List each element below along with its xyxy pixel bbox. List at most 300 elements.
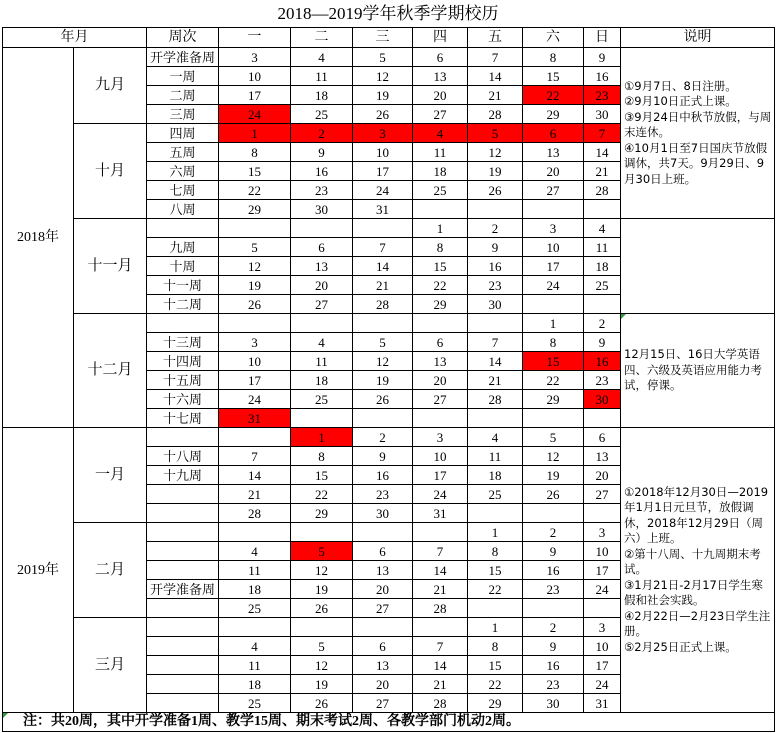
- header-year-month: 年月: [3, 28, 147, 48]
- day-cell: 18: [291, 86, 353, 105]
- day-cell: 2: [523, 523, 584, 542]
- day-cell: 31: [413, 504, 468, 523]
- year-cell: 2019年: [3, 428, 74, 713]
- day-cell: 21: [468, 86, 523, 105]
- day-cell: 25: [219, 599, 291, 618]
- day-cell: [219, 618, 291, 637]
- day-cell: 8: [523, 333, 584, 352]
- day-cell: 7: [353, 238, 413, 257]
- day-cell: 21: [219, 485, 291, 504]
- day-cell: [219, 523, 291, 542]
- day-cell: 8: [468, 637, 523, 656]
- day-cell: 8: [468, 542, 523, 561]
- day-cell: 29: [523, 105, 584, 124]
- day-cell: [468, 200, 523, 219]
- day-cell: 8: [523, 48, 584, 67]
- day-cell: 9: [468, 238, 523, 257]
- day-cell: 26: [219, 295, 291, 314]
- day-cell: 7: [468, 48, 523, 67]
- week-cell: [147, 523, 219, 542]
- day-cell: 18: [413, 162, 468, 181]
- day-cell: 26: [353, 105, 413, 124]
- day-cell: [413, 523, 468, 542]
- calendar-table: [2, 27, 775, 732]
- day-cell: 19: [291, 675, 353, 694]
- day-cell: 23: [468, 276, 523, 295]
- week-cell: [147, 675, 219, 694]
- day-cell: 15: [523, 352, 584, 371]
- day-cell: 25: [468, 485, 523, 504]
- day-cell: 12: [291, 561, 353, 580]
- day-cell: 3: [413, 428, 468, 447]
- week-cell: 十周: [147, 257, 219, 276]
- day-cell: 5: [523, 428, 584, 447]
- day-cell: 24: [219, 105, 291, 124]
- week-cell: [147, 599, 219, 618]
- week-cell: 十三周: [147, 333, 219, 352]
- notes-cell: [621, 219, 775, 314]
- notes-cell: [621, 428, 775, 713]
- day-cell: 11: [584, 238, 621, 257]
- week-cell: [147, 656, 219, 675]
- day-cell: 25: [413, 181, 468, 200]
- day-cell: 20: [523, 162, 584, 181]
- day-cell: [413, 409, 468, 428]
- day-cell: 21: [353, 276, 413, 295]
- day-cell: 24: [523, 276, 584, 295]
- day-cell: 3: [219, 333, 291, 352]
- day-cell: [219, 314, 291, 333]
- day-cell: 17: [584, 656, 621, 675]
- table-row: [3, 314, 775, 333]
- header-day: 三: [353, 28, 413, 48]
- week-cell: 十八周: [147, 447, 219, 466]
- day-cell: 5: [468, 124, 523, 143]
- day-cell: 16: [523, 561, 584, 580]
- day-cell: [523, 295, 584, 314]
- day-cell: 30: [584, 390, 621, 409]
- day-cell: [353, 409, 413, 428]
- week-cell: [147, 219, 219, 238]
- day-cell: 14: [353, 257, 413, 276]
- day-cell: 30: [584, 105, 621, 124]
- day-cell: 21: [584, 162, 621, 181]
- day-cell: 14: [413, 656, 468, 675]
- day-cell: 17: [523, 257, 584, 276]
- day-cell: 27: [413, 105, 468, 124]
- week-cell: 十六周: [147, 390, 219, 409]
- day-cell: 9: [353, 447, 413, 466]
- day-cell: 30: [353, 504, 413, 523]
- day-cell: 22: [468, 580, 523, 599]
- day-cell: 29: [219, 200, 291, 219]
- week-cell: 十五周: [147, 371, 219, 390]
- day-cell: 1: [523, 314, 584, 333]
- day-cell: 11: [219, 656, 291, 675]
- day-cell: 24: [584, 675, 621, 694]
- week-cell: 十一周: [147, 276, 219, 295]
- day-cell: 4: [219, 542, 291, 561]
- day-cell: 15: [291, 466, 353, 485]
- day-cell: 4: [291, 333, 353, 352]
- week-cell: [147, 504, 219, 523]
- day-cell: 11: [468, 447, 523, 466]
- day-cell: [291, 219, 353, 238]
- week-cell: 开学准备周: [147, 48, 219, 67]
- day-cell: 28: [468, 105, 523, 124]
- day-cell: 11: [291, 352, 353, 371]
- day-cell: 27: [353, 694, 413, 713]
- week-cell: 开学准备周: [147, 580, 219, 599]
- week-cell: 三周: [147, 105, 219, 124]
- notes-cell: [621, 48, 775, 219]
- day-cell: 16: [353, 466, 413, 485]
- day-cell: 9: [523, 637, 584, 656]
- day-cell: 8: [291, 447, 353, 466]
- header-day: 日: [584, 28, 621, 48]
- week-cell: 十二周: [147, 295, 219, 314]
- calendar-body: [3, 48, 775, 713]
- day-cell: 6: [353, 542, 413, 561]
- day-cell: 15: [468, 561, 523, 580]
- day-cell: 22: [523, 86, 584, 105]
- day-cell: [523, 504, 584, 523]
- day-cell: 10: [523, 238, 584, 257]
- week-cell: 七周: [147, 181, 219, 200]
- day-cell: 13: [291, 257, 353, 276]
- day-cell: 2: [353, 428, 413, 447]
- day-cell: 9: [291, 143, 353, 162]
- week-cell: [147, 542, 219, 561]
- week-cell: [147, 561, 219, 580]
- day-cell: 29: [291, 504, 353, 523]
- day-cell: 23: [291, 181, 353, 200]
- day-cell: 23: [584, 371, 621, 390]
- header-day: 二: [291, 28, 353, 48]
- day-cell: 10: [584, 637, 621, 656]
- day-cell: [468, 599, 523, 618]
- day-cell: 4: [219, 637, 291, 656]
- day-cell: 9: [523, 542, 584, 561]
- day-cell: 25: [219, 694, 291, 713]
- header-day: 四: [413, 28, 468, 48]
- day-cell: 1: [291, 428, 353, 447]
- day-cell: 30: [523, 694, 584, 713]
- day-cell: 3: [219, 48, 291, 67]
- day-cell: 26: [291, 694, 353, 713]
- note-item: ④2月22日—2月23日学生注册。: [624, 608, 771, 639]
- day-cell: 27: [413, 390, 468, 409]
- day-cell: 23: [523, 675, 584, 694]
- calendar-header: [3, 28, 775, 48]
- day-cell: 24: [584, 580, 621, 599]
- day-cell: [291, 618, 353, 637]
- day-cell: 13: [413, 352, 468, 371]
- day-cell: 24: [353, 181, 413, 200]
- week-cell: 二周: [147, 86, 219, 105]
- day-cell: 3: [584, 523, 621, 542]
- header-day: 六: [523, 28, 584, 48]
- day-cell: 31: [219, 409, 291, 428]
- month-cell: 三月: [74, 618, 147, 713]
- day-cell: 15: [219, 162, 291, 181]
- day-cell: 1: [219, 124, 291, 143]
- day-cell: [523, 200, 584, 219]
- day-cell: 27: [353, 599, 413, 618]
- day-cell: 12: [523, 447, 584, 466]
- day-cell: 6: [413, 48, 468, 67]
- day-cell: 6: [584, 428, 621, 447]
- day-cell: 17: [584, 561, 621, 580]
- note-item: ②9月10日正式上课。: [624, 94, 737, 109]
- day-cell: [413, 200, 468, 219]
- header-notes: 说明: [621, 28, 775, 48]
- day-cell: 22: [291, 485, 353, 504]
- day-cell: 12: [468, 143, 523, 162]
- day-cell: 6: [291, 238, 353, 257]
- day-cell: [219, 219, 291, 238]
- header-day: 一: [219, 28, 291, 48]
- day-cell: 4: [584, 219, 621, 238]
- day-cell: 12: [219, 257, 291, 276]
- month-cell: 十月: [74, 124, 147, 219]
- year-cell: 2018年: [3, 48, 74, 428]
- day-cell: 4: [291, 48, 353, 67]
- day-cell: 21: [413, 580, 468, 599]
- day-cell: 23: [353, 485, 413, 504]
- day-cell: 13: [523, 143, 584, 162]
- day-cell: 13: [413, 67, 468, 86]
- footer-row: [3, 713, 775, 732]
- day-cell: [291, 409, 353, 428]
- day-cell: [353, 314, 413, 333]
- day-cell: 2: [584, 314, 621, 333]
- page-title: 2018—2019学年秋季学期校历: [277, 4, 499, 23]
- day-cell: 17: [219, 86, 291, 105]
- day-cell: 19: [353, 86, 413, 105]
- day-cell: 31: [353, 200, 413, 219]
- day-cell: 1: [468, 618, 523, 637]
- day-cell: 26: [468, 181, 523, 200]
- day-cell: 3: [523, 219, 584, 238]
- week-cell: [147, 485, 219, 504]
- day-cell: [468, 504, 523, 523]
- month-cell: 二月: [74, 523, 147, 618]
- day-cell: 22: [523, 371, 584, 390]
- note-item: ⑤2月25日正式上课。: [624, 639, 737, 654]
- day-cell: 13: [353, 656, 413, 675]
- week-cell: 十四周: [147, 352, 219, 371]
- day-cell: 1: [413, 219, 468, 238]
- week-cell: [147, 428, 219, 447]
- week-cell: 九周: [147, 238, 219, 257]
- day-cell: 3: [353, 124, 413, 143]
- day-cell: [584, 295, 621, 314]
- day-cell: [291, 523, 353, 542]
- day-cell: 3: [584, 618, 621, 637]
- day-cell: 29: [523, 390, 584, 409]
- table-row: [3, 219, 775, 238]
- day-cell: 28: [353, 295, 413, 314]
- day-cell: [353, 618, 413, 637]
- header-week: 周次: [147, 28, 219, 48]
- day-cell: 31: [584, 694, 621, 713]
- day-cell: 7: [413, 637, 468, 656]
- day-cell: 6: [353, 637, 413, 656]
- day-cell: 21: [413, 675, 468, 694]
- day-cell: 28: [468, 390, 523, 409]
- day-cell: 7: [219, 447, 291, 466]
- day-cell: [584, 599, 621, 618]
- note-item: 12月15日、16日大学英语四、六级及英语应用能力考试，停课。: [624, 347, 762, 393]
- note-item: ④10月1日至7日国庆节放假调休，共7天。9月29日、9月30日上班。: [624, 140, 768, 186]
- day-cell: 29: [468, 694, 523, 713]
- day-cell: 23: [584, 86, 621, 105]
- week-cell: 五周: [147, 143, 219, 162]
- error-indicator-icon: [3, 713, 8, 718]
- day-cell: 10: [413, 447, 468, 466]
- error-indicator-icon: [621, 314, 626, 319]
- header-row: [3, 28, 775, 48]
- day-cell: [523, 599, 584, 618]
- day-cell: 14: [413, 561, 468, 580]
- day-cell: 6: [523, 124, 584, 143]
- day-cell: 28: [413, 599, 468, 618]
- day-cell: 26: [291, 599, 353, 618]
- day-cell: 17: [219, 371, 291, 390]
- day-cell: 19: [219, 276, 291, 295]
- calendar-footer: [3, 713, 775, 732]
- day-cell: 14: [584, 143, 621, 162]
- day-cell: 5: [353, 333, 413, 352]
- day-cell: 5: [219, 238, 291, 257]
- day-cell: [353, 523, 413, 542]
- day-cell: 19: [523, 466, 584, 485]
- day-cell: 18: [219, 675, 291, 694]
- day-cell: 17: [353, 162, 413, 181]
- day-cell: [353, 219, 413, 238]
- day-cell: 2: [468, 219, 523, 238]
- day-cell: [584, 504, 621, 523]
- day-cell: 16: [468, 257, 523, 276]
- day-cell: 9: [584, 48, 621, 67]
- day-cell: 29: [413, 295, 468, 314]
- month-cell: 九月: [74, 48, 147, 124]
- day-cell: 7: [584, 124, 621, 143]
- day-cell: 11: [413, 143, 468, 162]
- day-cell: 13: [353, 561, 413, 580]
- day-cell: 25: [291, 105, 353, 124]
- day-cell: 11: [291, 67, 353, 86]
- day-cell: 22: [219, 181, 291, 200]
- day-cell: 26: [523, 485, 584, 504]
- day-cell: 12: [353, 352, 413, 371]
- day-cell: 4: [468, 428, 523, 447]
- day-cell: 15: [413, 257, 468, 276]
- day-cell: 2: [523, 618, 584, 637]
- week-cell: 八周: [147, 200, 219, 219]
- note-item: ①9月7日、8日注册。: [624, 78, 737, 93]
- table-row: [3, 428, 775, 447]
- day-cell: 14: [219, 466, 291, 485]
- day-cell: 5: [291, 542, 353, 561]
- day-cell: 1: [468, 523, 523, 542]
- month-cell: 十一月: [74, 219, 147, 314]
- day-cell: 22: [468, 675, 523, 694]
- day-cell: 15: [468, 656, 523, 675]
- day-cell: 22: [413, 276, 468, 295]
- day-cell: 27: [584, 485, 621, 504]
- day-cell: 9: [584, 333, 621, 352]
- week-cell: 四周: [147, 124, 219, 143]
- week-cell: [147, 694, 219, 713]
- day-cell: 6: [413, 333, 468, 352]
- day-cell: 19: [468, 162, 523, 181]
- day-cell: 23: [523, 580, 584, 599]
- day-cell: 7: [468, 333, 523, 352]
- day-cell: [468, 409, 523, 428]
- day-cell: [584, 409, 621, 428]
- day-cell: 8: [219, 143, 291, 162]
- notes-cell: [621, 314, 775, 428]
- note-item: ③9月24日中秋节放假，与周末连休。: [624, 109, 772, 140]
- day-cell: 5: [353, 48, 413, 67]
- week-cell: 十九周: [147, 466, 219, 485]
- day-cell: 15: [523, 67, 584, 86]
- day-cell: 24: [413, 485, 468, 504]
- day-cell: 16: [291, 162, 353, 181]
- month-cell: 一月: [74, 428, 147, 523]
- day-cell: 10: [219, 352, 291, 371]
- day-cell: [584, 200, 621, 219]
- day-cell: 27: [291, 295, 353, 314]
- week-cell: [147, 637, 219, 656]
- day-cell: 4: [413, 124, 468, 143]
- week-cell: 十七周: [147, 409, 219, 428]
- day-cell: 19: [291, 580, 353, 599]
- day-cell: 18: [219, 580, 291, 599]
- day-cell: 28: [584, 181, 621, 200]
- day-cell: 18: [584, 257, 621, 276]
- day-cell: 21: [468, 371, 523, 390]
- day-cell: 24: [219, 390, 291, 409]
- table-row: [3, 48, 775, 67]
- day-cell: 30: [291, 200, 353, 219]
- day-cell: 26: [353, 390, 413, 409]
- day-cell: 28: [219, 504, 291, 523]
- day-cell: 2: [291, 124, 353, 143]
- day-cell: 20: [353, 580, 413, 599]
- day-cell: 17: [413, 466, 468, 485]
- day-cell: 7: [413, 542, 468, 561]
- day-cell: 27: [523, 181, 584, 200]
- footer-note: 注：共20周，其中开学准备1周、教学15周、期末考试2周、各教学部门机动2周。: [3, 713, 775, 732]
- day-cell: 20: [584, 466, 621, 485]
- day-cell: 10: [219, 67, 291, 86]
- day-cell: [291, 314, 353, 333]
- day-cell: 11: [219, 561, 291, 580]
- day-cell: 8: [413, 238, 468, 257]
- week-cell: 六周: [147, 162, 219, 181]
- day-cell: 20: [413, 371, 468, 390]
- day-cell: 10: [584, 542, 621, 561]
- day-cell: 25: [291, 390, 353, 409]
- day-cell: [413, 314, 468, 333]
- day-cell: 19: [353, 371, 413, 390]
- day-cell: 28: [413, 694, 468, 713]
- month-cell: 十二月: [74, 314, 147, 428]
- note-item: ③1月21日-2月17日学生寒假和社会实践。: [624, 577, 763, 608]
